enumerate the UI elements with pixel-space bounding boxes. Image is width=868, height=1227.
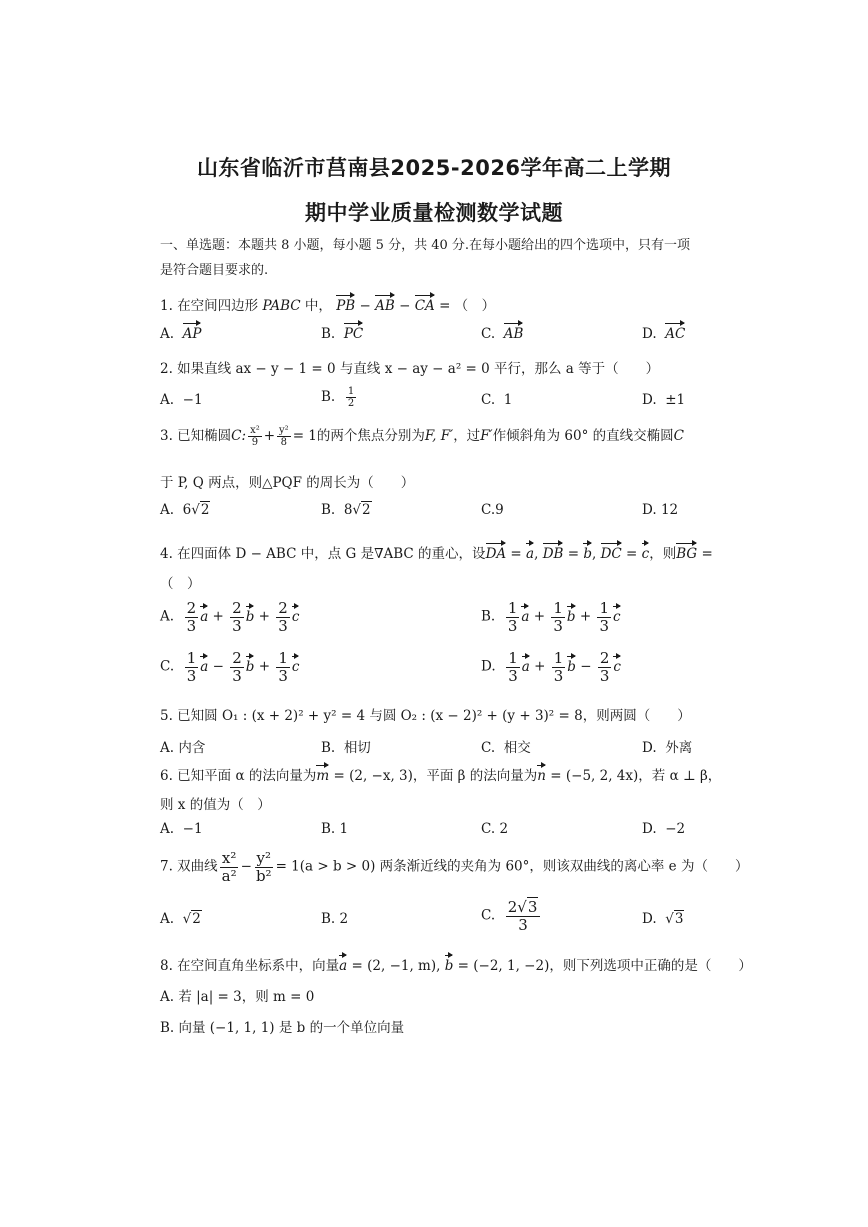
q1-shape: PABC: [262, 298, 301, 314]
question-4-line-2: （ ）: [160, 576, 201, 592]
q4-option-c[interactable]: C. $\frac{1}{3}$ a − $\frac{2}{3}$ b + $\frac{1}{3}$ c: [160, 649, 300, 685]
q1-option-d[interactable]: D. AC: [642, 326, 686, 342]
q6-option-c[interactable]: C. 2: [481, 821, 509, 837]
q4-option-a[interactable]: A. $\frac{2}{3}$ a + $\frac{2}{3}$ b + $\frac{2}{3}$ c: [160, 599, 300, 635]
q1-expression: PB − AB − CA = （ ）: [336, 298, 496, 314]
question-6-line-2: 则 x 的值为（ ）: [160, 797, 271, 813]
q1-number: 1.: [160, 298, 173, 314]
q4-option-d[interactable]: D. $\frac{1}{3}$ a + $\frac{1}{3}$ b − $\frac{2}{3}$ c: [481, 649, 621, 685]
q6-option-d[interactable]: D. −2: [642, 821, 686, 837]
q4-vectors: DA = a, DB = b, DC = c: [485, 546, 650, 562]
q1-mid: 中，: [304, 298, 332, 314]
q5-option-c[interactable]: C. 相交: [481, 740, 531, 756]
q8-option-b[interactable]: B. 向量 (−1, 1, 1) 是 b 的一个单位向量: [160, 1020, 405, 1036]
q7-option-d[interactable]: D. √3: [642, 911, 684, 927]
q3-option-d[interactable]: D. 12: [642, 502, 679, 518]
title-line-1: 山东省临沂市莒南县2025-2026学年高二上学期: [196, 156, 672, 180]
question-7: 7. 双曲线 $\frac{\text{x²}}{\text{a²}}$ − $\frac{\text{y²}}{\text{b²}}$ = 1(a > b > 0) 两条渐近线的夹角为 60°，则该双曲线的离心率 e 为（ ）: [160, 849, 749, 885]
q2-option-d[interactable]: D. ±1: [642, 392, 686, 408]
q7-option-b[interactable]: B. 2: [321, 911, 349, 927]
q1-text: 在空间四边形: [177, 298, 259, 314]
q3-option-c[interactable]: C.9: [481, 502, 504, 518]
q4-option-b[interactable]: B. $\frac{1}{3}$ a + $\frac{1}{3}$ b + $\frac{1}{3}$ c: [481, 599, 621, 635]
q5-option-b[interactable]: B. 相切: [321, 740, 371, 756]
section-header-line-1: 一、单选题：本题共 8 小题，每小题 5 分，共 40 分.在每小题给出的四个选项中，只有一项: [160, 238, 691, 253]
q7-option-c[interactable]: C. $\frac{2√3}{3}$: [481, 899, 542, 933]
q6-option-b[interactable]: B. 1: [321, 821, 349, 837]
section-header-line-2: 是符合题目要求的.: [160, 263, 269, 278]
q8-vectors: a = (2, −1, m), b = (−2, 1, −2): [339, 958, 550, 974]
title-line-2: 期中学业质量检测数学试题: [305, 201, 563, 225]
question-3-line-2: 于 P, Q 两点，则△PQF 的周长为（ ）: [160, 475, 415, 491]
question-8: 8. 在空间直角坐标系中，向量a = (2, −1, m), b = (−2, 1, −2)，则下列选项中正确的是（ ）: [160, 958, 752, 974]
q2-option-c[interactable]: C. 1: [481, 392, 513, 408]
q1-option-c[interactable]: C. AB: [481, 326, 524, 342]
q1-option-b[interactable]: B. PC: [321, 326, 364, 342]
q2-option-b[interactable]: B. $\frac{1}{2}$: [321, 386, 355, 409]
question-3-line-1: 3. 已知椭圆C: $\frac{\text{x²}}{9}$ + $\frac{\text{y²}}{8}$ = 1的两个焦点分别为F, F′，过F′作倾斜角为 60° 的直线交椭圆C: [160, 425, 684, 448]
q6-m-vector: m = (2, −x, 3): [316, 768, 413, 784]
q1-option-a[interactable]: A. AP: [160, 326, 202, 342]
q5-option-d[interactable]: D. 外离: [642, 740, 693, 756]
q6-n-vector: n = (−5, 2, 4x): [537, 768, 639, 784]
q8-option-a[interactable]: A. 若 |a| = 3，则 m = 0: [160, 989, 315, 1005]
question-2: 2. 如果直线 ax − y − 1 = 0 与直线 x − ay − a² = 0 平行，那么 a 等于（ ）: [160, 361, 660, 377]
q5-option-a[interactable]: A. 内含: [160, 740, 206, 756]
q7-option-a[interactable]: A. √2: [160, 911, 201, 927]
question-5: 5. 已知圆 O₁ : (x + 2)² + y² = 4 与圆 O₂ : (x − 2)² + (y + 3)² = 8，则两圆（ ）: [160, 708, 691, 724]
question-6-line-1: 6. 已知平面 α 的法向量为m = (2, −x, 3)，平面 β 的法向量为n = (−5, 2, 4x)，若 α ⊥ β，: [160, 768, 722, 784]
question-4-line-1: 4. 在四面体 D − ABC 中，点 G 是∇ABC 的重心，设DA = a, DB = b, DC = c，则BG =: [160, 546, 713, 562]
question-1: [160, 294, 495, 314]
q2-option-a[interactable]: A. −1: [160, 392, 203, 408]
q3-option-a[interactable]: A. 6√2: [160, 502, 210, 518]
q3-option-b[interactable]: B. 8√2: [321, 502, 371, 518]
q6-option-a[interactable]: A. −1: [160, 821, 203, 837]
